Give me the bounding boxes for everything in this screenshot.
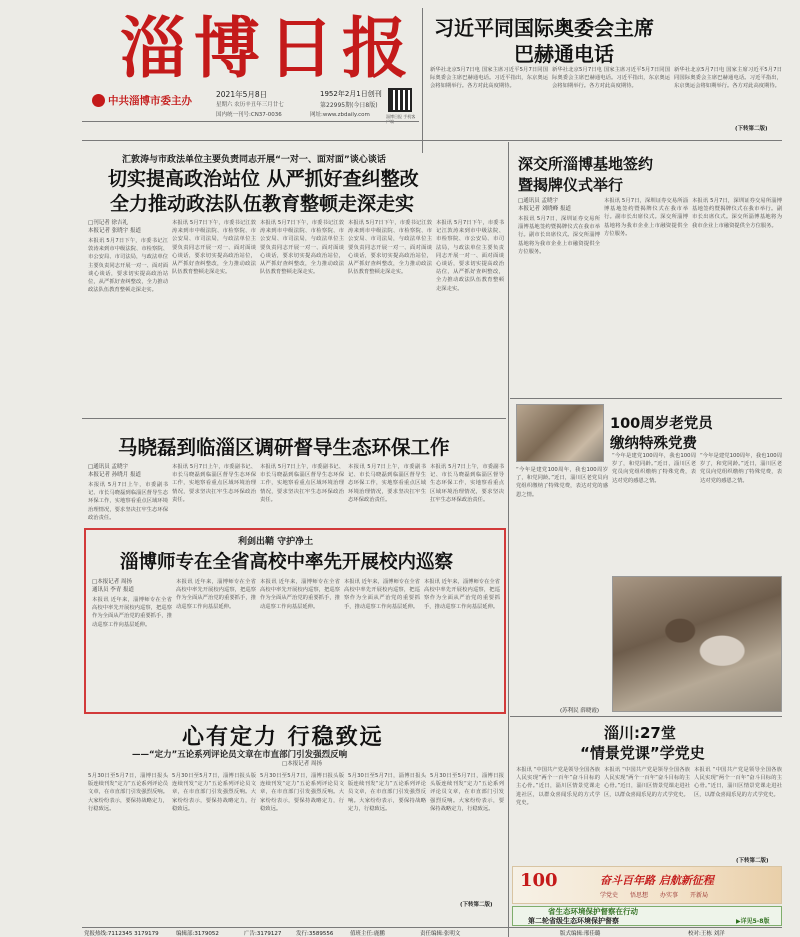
ma-body-col2: 本报讯 5月7日上午，市委副书记、市长马晓磊到临淄区督导生态环保工作，实地察看重点区域环境治理情况，要求坚决扛牢生态环保政治责任。 [172,464,256,503]
footer-phone-ad: 广告:3179127 [244,931,282,937]
ad-tag-2: 悟思想 [630,892,649,899]
main-headline-1: 切实提高政治站位 从严抓好查纠整改 [108,168,419,190]
main-body-col3: 本报讯 5月7日下午，市委书记江敦涛来到市中级法院、市检察院、市公安局、市司法局，与政法单位主要负责同志开展一对一、面对面谈心谈话，要求切实提高政治站位，从严抓好查纠整改，全力推动政法队伍教育整顿走深走实。 [260,220,344,276]
rule-right-2 [510,716,782,717]
footer-proof: 校对:王栋 刘洋 [688,931,725,937]
bottom-body-col2: 5月30日至5月7日，淄博日报头版连续刊发“定力”五论系列评论员文章，在市直部门引发强烈反响。大家纷纷表示，要保持战略定力，行稳致远。 [172,773,256,812]
main-body-col5: 本报讯 5月7日下午，市委书记江敦涛来到市中级法院、市检察院、市公安局、市司法局，与政法单位主要负责同志开展一对一、面对面谈心谈话，要求切实提高政治站位，从严抓好查纠整改，全力推动政法队伍教育整顿走深走实。 [436,220,504,292]
ma-headline: 马晓磊到临淄区调研督导生态环保工作 [118,436,450,459]
eco-jump[interactable]: ▶详见5-8版 [736,918,770,925]
xi-body-col3: 新华社北京5月7日电 国家主席习近平5月7日同国际奥委会主席巴赫通电话。习近平指出，东京奥运会将如期举行。各方对此高度期待。 [674,67,782,90]
vertical-divider-mid [508,142,509,937]
bottom-body-col5: 5月30日至5月7日，淄博日报头版连续刊发“定力”五论系列评论员文章，在市直部门引发强烈反响。大家纷纷表示，要保持战略定力，行稳致远。 [430,773,504,812]
party100-credit: (苏利民 薛晓霞) [560,708,600,714]
main-body-col2: 本报讯 5月7日下午，市委书记江敦涛来到市中级法院、市检察院、市公安局、市司法局，与政法单位主要负责同志开展一对一、面对面谈心谈话，要求切实提高政治站位，从严抓好查纠整改，全力推动政法队伍教育整顿走深走实。 [172,220,256,276]
main-headline-2: 全力推动政法队伍教育整顿走深走实 [110,193,415,215]
ma-byline: □通讯员 孟晓宇 本报记者 孙晓月 报道 [88,464,141,479]
ad-tag-3: 办实事 [660,892,679,899]
main-body-col1: 本报讯 5月7日下午，市委书记江敦涛来到市中级法院、市检察院、市公安局、市司法局，与政法单位主要负责同志开展一对一、面对面谈心谈话，要求切实提高政治站位，从严抓好查纠整改，全力推动政法队伍教育整顿走深走实。 [88,238,168,294]
shenjiao-byline: □通讯员 孟晓宇 本报记者 刘晓峰 报道 [518,198,571,213]
footer-designer: 版式编辑:邢佳璐 [560,931,601,937]
feature-body-col5: 本报讯 近年来，淄博师专在全省高校中率先开展校内巡察，把巡察作为全面从严治党的重要抓手，推动巡察工作向基层延伸。 [424,579,500,610]
feature-kicker: 利剑出鞘 守护净土 [238,537,314,547]
masthead-cn: 国内统一刊号:CN37-0036 [216,112,282,118]
bottom-body-col4: 5月30日至5月7日，淄博日报头版连续刊发“定力”五论系列评论员文章，在市直部门引发强烈反响。大家纷纷表示，要保持战略定力，行稳致远。 [348,773,426,812]
masthead-website: 网址:www.zbdaily.com [310,112,370,118]
rule-right-1 [510,398,782,399]
party100-photo-2 [612,576,782,712]
ma-body-col4: 本报讯 5月7日上午，市委副书记、市长马晓磊到临淄区督导生态环保工作，实地察看重点区域环境治理情况，要求坚决扛牢生态环保政治责任。 [348,464,426,503]
eco-headline: 第二轮省级生态环境保护督察 [528,917,619,925]
zichuan-headline-2: “情景党课”学党史 [580,744,705,762]
xi-headline-2: 巴赫通电话 [514,42,614,66]
party100-body-left: “今年是建党100周年，我也100周岁了，和党同龄。”近日，淄川区老党员向党组织缴纳了特殊党费，表达对党的感恩之情。 [516,467,608,498]
masthead-rule [82,121,419,122]
bottom-byline: □本报记者 周扬 [282,761,322,767]
masthead-weekday: 星期六 农历辛丑年三月廿七 [216,102,284,108]
shenjiao-body-col3: 本报讯 5月7日，深圳证券交易所淄博基地签约暨揭牌仪式在我市举行。副市长出席仪式。深交所淄博基地将为我市企业上市融资提供全方位服务。 [692,198,782,229]
zichuan-jump[interactable]: (下转第二版) [736,858,769,864]
footer-rule [82,927,782,928]
ad-slogan: 奋斗百年路 启航新征程 [600,874,714,887]
shenjiao-headline-2: 暨揭牌仪式举行 [518,176,624,194]
shenjiao-body-col1: 本报讯 5月7日，深圳证券交易所淄博基地签约暨揭牌仪式在我市举行。副市长出席仪式。深交所淄博基地将为我市企业上市融资提供全方位服务。 [518,216,600,255]
bottom-subhead: ——“定力”五论系列评论员文章在市直部门引发强烈反响 [132,750,348,760]
feature-body-col4: 本报讯 近年来，淄博师专在全省高校中率先开展校内巡察，把巡察作为全面从严治党的重要抓手，推动巡察工作向基层延伸。 [344,579,420,610]
xi-body: 新华社北京5月7日电 国家主席习近平5月7日同国际奥委会主席巴赫通电话。习近平指出，东京奥运会将如期举行。各方对此高度期待。 [430,67,548,90]
bottom-headline: 心有定力 行稳致远 [182,725,384,750]
footer-phone-party: 党报热线:7112345 3179179 [84,931,159,937]
party100-headline-1: 100周岁老党员 [610,416,713,432]
shenjiao-headline-1: 深交所淄博基地签约 [518,155,654,173]
ma-body-col5: 本报讯 5月7日上午，市委副书记、市长马晓磊到临淄区督导生态环保工作，实地察看重点区域环境治理情况，要求坚决扛牢生态环保政治责任。 [430,464,504,503]
masthead-date: 2021年5月8日 [216,90,268,99]
masthead-founded: 1952年2月1日创刊 [320,90,382,98]
party100-photo [516,404,604,462]
qr-code[interactable] [388,88,412,112]
party-logo [92,94,105,107]
xi-headline-1: 习近平同国际奥委会主席 [434,16,654,40]
zichuan-headline-1: 淄川:27堂 [604,724,676,742]
footer-reporter: 责任编辑:张明文 [420,931,461,937]
footer-phone-ed: 编辑部:3179052 [176,931,219,937]
feature-byline: □本报记者 周扬 通讯员 李青 报道 [92,579,134,594]
xi-jump[interactable]: (下转第二版) [735,126,768,132]
party100-body-col1: “今年是建党100周年，我也100周岁了，和党同龄。”近日，淄川区老党员向党组织缴纳了特殊党费，表达对党的感恩之情。 [612,453,696,484]
qr-caption: 淄博日报 手机客 [386,114,416,119]
ma-body-col1: 本报讯 5月7日上午，市委副书记、市长马晓磊到临淄区督导生态环保工作，实地察看重点区域环境治理情况，要求坚决扛牢生态环保政治责任。 [88,482,168,521]
feature-body-col3: 本报讯 近年来，淄博师专在全省高校中率先开展校内巡察，把巡察作为全面从严治党的重要抓手，推动巡察工作向基层延伸。 [260,579,340,610]
rule-top [82,140,782,141]
main-byline: □刊记者 徐吉礼 本报记者 张晓宇 报道 [88,220,141,235]
feature-body-col2: 本报讯 近年来，淄博师专在全省高校中率先开展校内巡察，把巡察作为全面从严治党的重要抓手，推动巡察工作向基层延伸。 [176,579,256,610]
zichuan-body-col3: 本报讯 “中国共产党是领导全国各族人民实现“两个一百年”奋斗目标的主心骨。”近日，淄川区情景党课走进社区，以群众喜闻乐见的方式学党史。 [694,767,782,798]
masthead-title: 淄博日报 [120,9,416,87]
footer-phone-pub: 发行:3589556 [296,931,334,937]
eco-banner: 省生态环境保护督察在行动 [548,907,638,916]
main-body-col4: 本报讯 5月7日下午，市委书记江敦涛来到市中级法院、市检察院、市公安局、市司法局，与政法单位主要负责同志开展一对一、面对面谈心谈话，要求切实提高政治站位，从严抓好查纠整改，全力推动政法队伍教育整顿走深走实。 [348,220,432,276]
footer-editor: 值班主任:鹿鹏 [350,931,385,937]
ad-tag-4: 开新局 [690,892,709,899]
masthead-issue: 第22995期(今日8版) [320,102,378,109]
ad-tag-1: 学党史 [600,892,619,899]
vertical-divider-top [422,8,423,153]
feature-headline: 淄博师专在全省高校中率先开展校内巡察 [120,552,454,573]
party100-body-col2: “今年是建党100周年，我也100周岁了，和党同龄。”近日，淄川区老党员向党组织缴纳了特殊党费，表达对党的感恩之情。 [700,453,782,484]
bottom-body-col3: 5月30日至5月7日，淄博日报头版连续刊发“定力”五论系列评论员文章，在市直部门引发强烈反响。大家纷纷表示，要保持战略定力，行稳致远。 [260,773,344,812]
feature-body-col1: 本报讯 近年来，淄博师专在全省高校中率先开展校内巡察，把巡察作为全面从严治党的重要抓手，推动巡察工作向基层延伸。 [92,597,172,628]
zichuan-body-col2: 本报讯 “中国共产党是领导全国各族人民实现“两个一百年”奋斗目标的主心骨。”近日，淄川区情景党课走进社区，以群众喜闻乐见的方式学党史。 [604,767,690,798]
party100-headline-2: 缴纳特殊党费 [610,436,697,452]
masthead-party: 中共淄博市委主办 [108,95,192,107]
shenjiao-body-col2: 本报讯 5月7日，深圳证券交易所淄博基地签约暨揭牌仪式在我市举行。副市长出席仪式。深交所淄博基地将为我市企业上市融资提供全方位服务。 [604,198,688,237]
xi-body-col2: 新华社北京5月7日电 国家主席习近平5月7日同国际奥委会主席巴赫通电话。习近平指出，东京奥运会将如期举行。各方对此高度期待。 [552,67,670,90]
ma-body-col3: 本报讯 5月7日上午，市委副书记、市长马晓磊到临淄区督导生态环保工作，实地察看重点区域环境治理情况，要求坚决扛牢生态环保政治责任。 [260,464,344,503]
zichuan-body-col1: 本报讯 “中国共产党是领导全国各族人民实现“两个一百年”奋斗目标的主心骨。”近日，淄川区情景党课走进社区，以群众喜闻乐见的方式学党史。 [516,767,600,806]
ad-100-logo: 100 [520,870,558,891]
bottom-jump[interactable]: (下转第二版) [460,902,493,908]
main-kicker: 汇敦涛与市政法单位主要负责同志开展“一对一、面对面”谈心谈话 [122,155,386,165]
bottom-body-col1: 5月30日至5月7日，淄博日报头版连续刊发“定力”五论系列评论员文章，在市直部门引发强烈反响。大家纷纷表示，要保持战略定力，行稳致远。 [88,773,168,812]
rule-mid [82,418,506,419]
